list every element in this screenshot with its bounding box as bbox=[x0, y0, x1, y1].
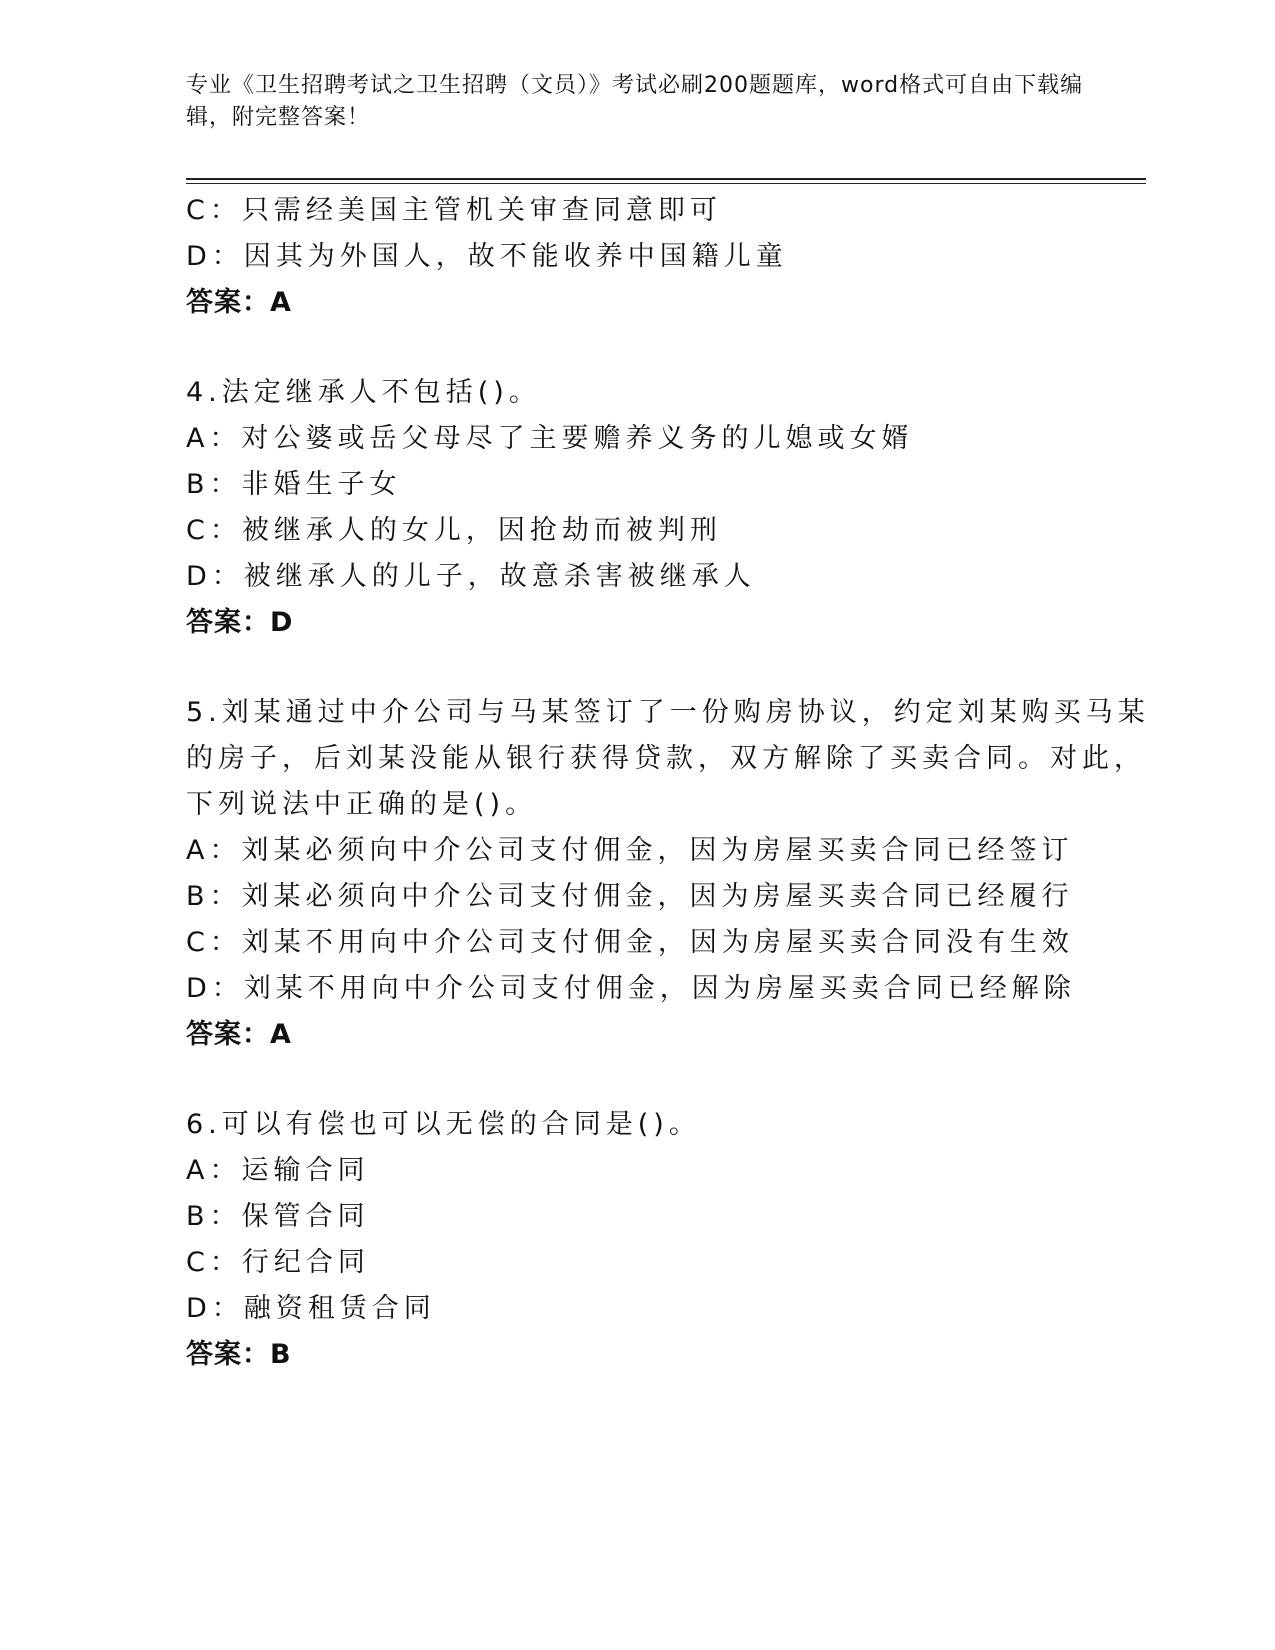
option-b: B：非婚生子女 bbox=[186, 469, 402, 500]
option-d: D：刘某不用向中介公司支付佣金，因为房屋买卖合同已经解除 bbox=[186, 973, 1076, 1004]
option-d: D：融资租赁合同 bbox=[186, 1293, 436, 1324]
answer-line: 答案：B bbox=[186, 1339, 292, 1370]
question-4 bbox=[186, 370, 1086, 646]
question-5 bbox=[186, 690, 1150, 1058]
question-stem: 的房子，后刘某没能从银行获得贷款，双方解除了买卖合同。对此， bbox=[186, 743, 1146, 774]
option-b: B：保管合同 bbox=[186, 1201, 370, 1232]
question-6 bbox=[186, 1102, 1086, 1378]
question-stem: 6.可以有偿也可以无偿的合同是()。 bbox=[186, 1109, 701, 1140]
option-c: C：被继承人的女儿，因抢劫而被判刑 bbox=[186, 515, 722, 546]
option-c: C：只需经美国主管机关审查同意即可 bbox=[186, 195, 722, 226]
answer-line: 答案：A bbox=[186, 1019, 292, 1050]
option-c: C：刘某不用向中介公司支付佣金，因为房屋买卖合同没有生效 bbox=[186, 927, 1074, 958]
option-a: A：对公婆或岳父母尽了主要赡养义务的儿媳或女婿 bbox=[186, 423, 914, 454]
option-a: A：刘某必须向中介公司支付佣金，因为房屋买卖合同已经签订 bbox=[186, 835, 1074, 866]
option-c: C：行纪合同 bbox=[186, 1247, 370, 1278]
question-stem: 下列说法中正确的是()。 bbox=[186, 789, 538, 820]
question-stem: 4.法定继承人不包括()。 bbox=[186, 377, 541, 408]
carryover-question bbox=[186, 188, 1086, 326]
answer-line: 答案：A bbox=[186, 287, 292, 318]
question-stem: 5.刘某通过中介公司与马某签订了一份购房协议，约定刘某购买马某 bbox=[186, 697, 1150, 728]
option-d: D：被继承人的儿子，故意杀害被继承人 bbox=[186, 561, 756, 592]
option-d: D：因其为外国人，故不能收养中国籍儿童 bbox=[186, 241, 788, 272]
document-header: 专业《卫生招聘考试之卫生招聘（文员）》考试必刷200题题库，word格式可自由下载编辑，附完整答案！ bbox=[186, 73, 1084, 130]
question-content bbox=[186, 188, 1150, 1378]
header-rule-thick bbox=[186, 178, 1146, 180]
option-a: A：运输合同 bbox=[186, 1155, 370, 1186]
header-rule-thin bbox=[186, 183, 1146, 184]
option-b: B：刘某必须向中介公司支付佣金，因为房屋买卖合同已经履行 bbox=[186, 881, 1074, 912]
answer-line: 答案：D bbox=[186, 607, 294, 638]
